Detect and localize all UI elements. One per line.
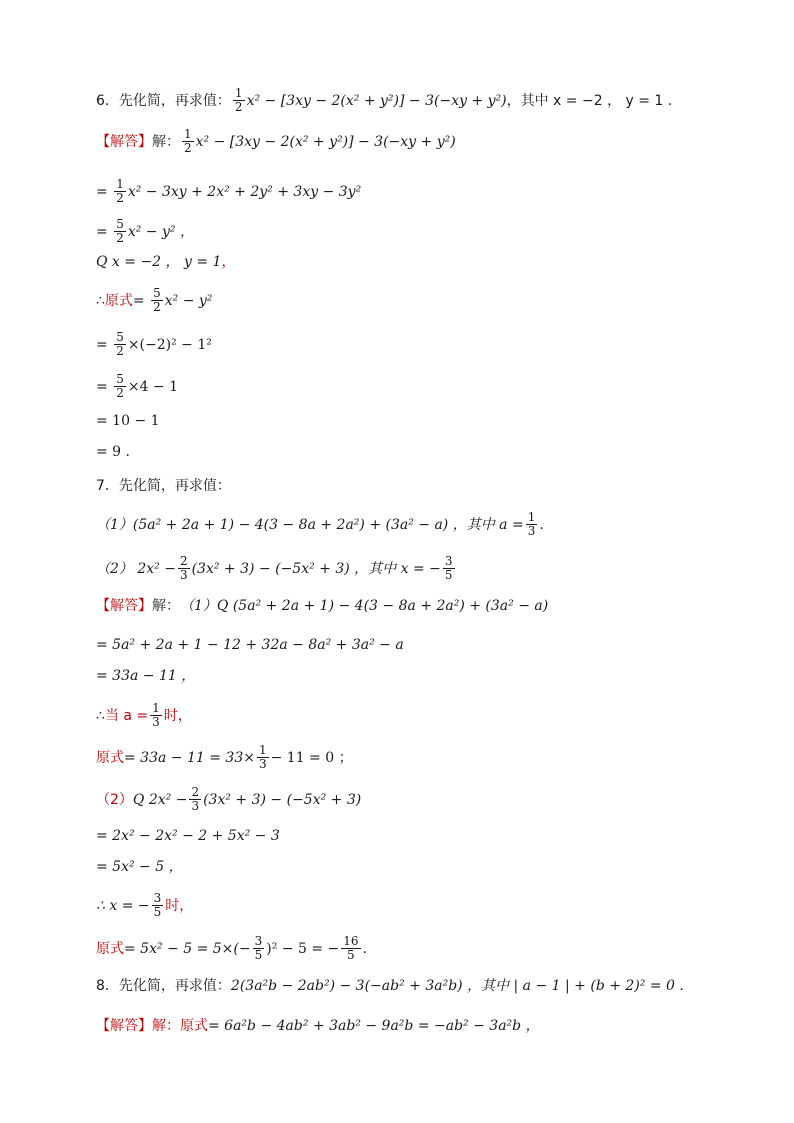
question-7: 7．先化简，再求值： [96,478,231,494]
fraction-1-3: $\frac{1}{3}$ [258,743,267,771]
fraction-3-5: $\frac{3}{5}$ [153,891,162,919]
solution-7-line-3: = 33a − 11 ， [96,668,196,684]
fraction-5-2: $\frac{5}{2}$ [116,372,124,400]
solution-7-line-4: ∴ 当 a = $\frac{1}{3}$ 时， [96,701,192,729]
fraction-5-2: $\frac{5}{2}$ [116,217,124,245]
question-7-part-1: （1）(5a² + 2a + 1) − 4(3 − 8a + 2a²) + (3a² − a) ，其中 a = $\frac{1}{3}$ . [96,510,544,538]
fraction-2-3: $\frac{2}{3}$ [179,554,188,582]
solution-6-line-9: = 9 . [96,444,130,460]
solution-7-line-5: 原式 = 33a − 11 = 33× $\frac{1}{3}$ − 11 = 0 ； [96,743,353,771]
solution-6-line-5: ∴ 原式 = $\frac{5}{2}$ x² − y² [96,286,213,314]
solution-7-line-10: 原式 = 5x² − 5 = 5×(− $\frac{3}{5}$ )² − 5 = − $\frac{16}{5}$ . [96,934,367,962]
solution-7-line-2: = 5a² + 2a + 1 − 12 + 32a − 8a² + 3a² − a [96,637,404,653]
fraction-3-5: $\frac{3}{5}$ [254,934,263,962]
fraction-1-2: $\frac{1}{2}$ [184,127,192,155]
solution-6-line-8: = 10 − 1 [96,413,160,429]
fraction-16-5: $\frac{16}{5}$ [343,934,359,962]
fraction-1-3: $\frac{1}{3}$ [527,510,536,538]
solution-6-line-4: Q x = −2 ， y = 1 ， [96,254,236,270]
solution-7-line-1: 【解答】 解： （1）Q (5a² + 2a + 1) − 4(3 − 8a + 2a²) + (3a² − a) [96,598,549,614]
fraction-1-2: $\frac{1}{2}$ [116,177,124,205]
answer-tag: 【解答】 [96,133,152,150]
fraction-5-2: $\frac{5}{2}$ [116,330,124,358]
question-6-expression: x² − [3xy − 2(x² + y²)] − 3(−xy + y²) [246,92,507,109]
fraction-5-2: $\frac{5}{2}$ [153,286,161,314]
fraction-2-3: $\frac{2}{3}$ [191,785,200,813]
solution-6-line-6: = $\frac{5}{2}$ ×(−2)² − 1² [96,330,212,358]
solution-6-line-3: = $\frac{5}{2}$ x² − y² ， [96,217,194,245]
solution-6-line-2: = $\frac{1}{2}$ x² − 3xy + 2x² + 2y² + 3xy − 3y² [96,177,362,205]
question-6-label: 6．先化简，再求值： [96,92,231,109]
solution-7-line-8: = 5x² − 5 ， [96,859,183,875]
solution-8-line-1: 【解答】 解： 原式 = 6a²b − 4ab² + 3ab² − 9a²b = −ab² − 3a²b ， [96,1018,540,1034]
fraction-1-2: $\frac{1}{2}$ [234,86,243,114]
solution-7-line-6: （2） Q 2x² − $\frac{2}{3}$ (3x² + 3) − (−5x² + 3) [96,785,362,813]
solution-6-line-7: = $\frac{5}{2}$ ×4 − 1 [96,372,179,400]
fraction-3-5: $\frac{3}{5}$ [444,554,453,582]
fraction-1-3: $\frac{1}{3}$ [152,701,160,729]
question-7-part-2: （2） 2x² − $\frac{2}{3}$ (3x² + 3) − (−5x² + 3) ，其中 x = − $\frac{3}{5}$ [96,554,453,582]
solution-7-line-7: = 2x² − 2x² − 2 + 5x² − 3 [96,828,280,844]
jie-label: 解： [152,133,180,150]
question-8: 8．先化简，再求值： 2(3a²b − 2ab²) − 3(−ab² + 3a²b) ，其中 | a − 1 | + (b + 2)² = 0 . [96,978,684,994]
answer-tag: 【解答】 [96,1018,152,1034]
question-6 [96,87,672,114]
solution-7-line-9: ∴ x = − $\frac{3}{5}$ 时， [96,891,194,919]
solution-6-line-1: 【解答】 解： $\frac{1}{2}$ x² − [3xy − 2(x² + y²)] − 3(−xy + y²) [96,127,456,155]
answer-tag: 【解答】 [96,598,152,614]
question-6-condition: ，其中 x = −2 ， y = 1 . [506,92,673,109]
